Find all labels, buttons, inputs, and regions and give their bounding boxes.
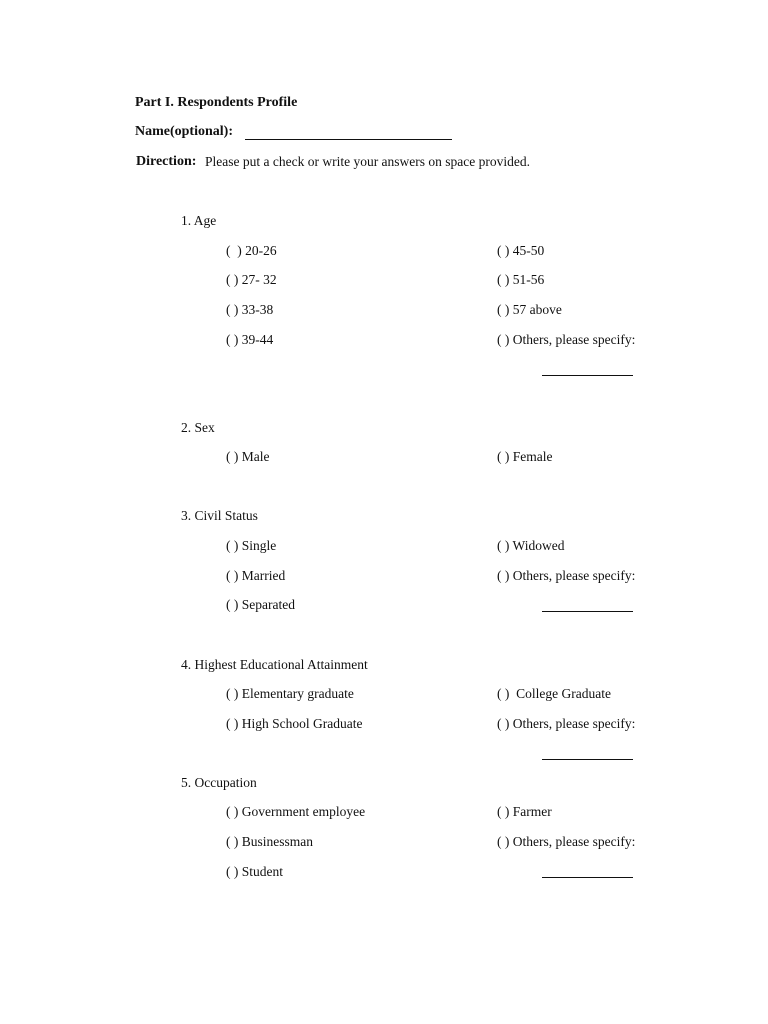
age-others-blank-line[interactable] [542,375,633,376]
question-civil-status-title: 3. Civil Status [181,508,258,523]
age-option-45-50[interactable]: ( ) 45-50 [497,243,545,258]
civil-option-separated[interactable]: ( ) Separated [226,597,295,612]
education-option-college[interactable]: ( ) College Graduate [497,686,611,701]
age-option-51-56[interactable]: ( ) 51-56 [497,272,545,287]
name-blank-line[interactable] [245,126,452,140]
civil-option-single[interactable]: ( ) Single [226,538,277,553]
occupation-option-farmer[interactable]: ( ) Farmer [497,804,552,819]
question-age-title: 1. Age [181,213,217,228]
age-option-57-above[interactable]: ( ) 57 above [497,302,562,317]
age-option-20-26[interactable]: ( ) 20-26 [226,243,277,258]
education-others-blank-line[interactable] [542,759,633,760]
sex-option-female[interactable]: ( ) Female [497,449,553,464]
civil-option-married[interactable]: ( ) Married [226,568,286,583]
question-sex-title: 2. Sex [181,420,215,435]
education-option-elementary[interactable]: ( ) Elementary graduate [226,686,354,701]
civil-others-blank-line[interactable] [542,611,633,612]
age-option-33-38[interactable]: ( ) 33-38 [226,302,274,317]
occupation-others-blank-line[interactable] [542,877,633,878]
occupation-option-government[interactable]: ( ) Government employee [226,804,366,819]
question-occupation-title: 5. Occupation [181,775,257,790]
age-option-27-32[interactable]: ( ) 27- 32 [226,272,277,287]
direction-label: Direction: [136,154,197,169]
civil-option-widowed[interactable]: ( ) Widowed [497,538,565,553]
occupation-option-others[interactable]: ( ) Others, please specify: [497,834,636,849]
occupation-option-businessman[interactable]: ( ) Businessman [226,834,313,849]
name-label: Name(optional): [135,124,233,139]
education-option-high-school[interactable]: ( ) High School Graduate [226,716,363,731]
occupation-option-student[interactable]: ( ) Student [226,864,283,879]
education-option-others[interactable]: ( ) Others, please specify: [497,716,636,731]
age-option-others[interactable]: ( ) Others, please specify: [497,332,636,347]
question-education-title: 4. Highest Educational Attainment [181,657,368,672]
age-option-39-44[interactable]: ( ) 39-44 [226,332,274,347]
part-title: Part I. Respondents Profile [135,95,298,110]
civil-option-others[interactable]: ( ) Others, please specify: [497,568,636,583]
sex-option-male[interactable]: ( ) Male [226,449,270,464]
direction-text: Please put a check or write your answers on space provided. [205,154,531,169]
